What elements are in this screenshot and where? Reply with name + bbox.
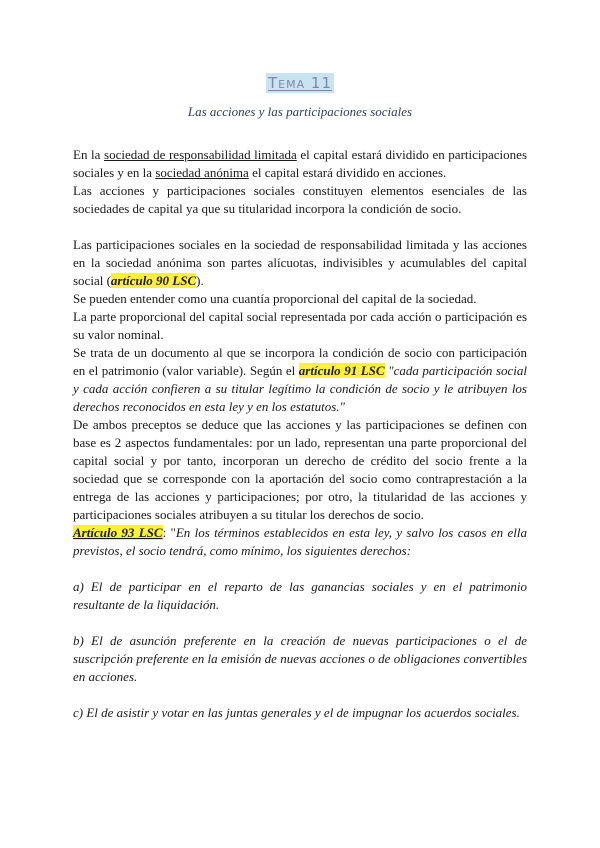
text: En la bbox=[73, 147, 105, 162]
highlighted-reference: artículo 91 LSC bbox=[298, 363, 385, 378]
text: Se trata de un documento al que se incorpora la condición de socio con participación en el patrimonio (valor variable). Según el bbox=[73, 345, 527, 378]
page-title bbox=[0, 74, 600, 92]
spacer bbox=[73, 218, 527, 236]
highlighted-reference: Artículo 93 LSC bbox=[73, 525, 163, 540]
list-item-b: b) El de asunción preferente en la creación de nuevas participaciones o el de suscripción preferente en la emisión de nuevas acciones o de obligaciones convertibles en acciones. bbox=[73, 633, 527, 684]
spacer bbox=[73, 560, 527, 578]
page-subtitle: Las acciones y las participaciones sociales bbox=[187, 104, 413, 119]
paragraph-5: La parte proporcional del capital social representada por cada acción o participación es su valor nominal. bbox=[73, 309, 527, 342]
paragraph-8 bbox=[73, 524, 527, 560]
spacer bbox=[73, 686, 527, 704]
paragraph-6 bbox=[73, 344, 527, 416]
list-item-c: c) El de asistir y votar en las juntas generales y el de impugnar los acuerdos sociales. bbox=[73, 705, 520, 720]
paragraph-1 bbox=[73, 146, 527, 182]
text: : " bbox=[162, 525, 176, 540]
list-item-a: a) El de participar en el reparto de las ganancias sociales y en el patrimonio resultante de la liquidación. bbox=[73, 579, 527, 612]
highlighted-reference: artículo 90 LSC bbox=[110, 273, 197, 288]
quote: En los términos establecidos en esta ley, y salvo los casos en ella previstos, el socio tendrá, como mínimo, los siguientes derechos: bbox=[73, 525, 527, 558]
paragraph-7: De ambos preceptos se deduce que las acciones y las participaciones se definen con base es 2 aspectos fundamentales: por un lado, representan una parte proporcional del capital social y por tanto, incorporan un derecho de crédito del socio frente a la sociedad que se corresponde con la aportación del socio como contraprestación a la entrega de las acciones y participaciones; por otro, la titularidad de las acciones y participaciones sociales atribuyen a su titular los derechos de socio. bbox=[73, 417, 527, 522]
quote: "cada participación social y cada acción confieren a su titular legítimo la condición de socio y le atribuyen los derechos reconocidos en esta ley y en los estatutos." bbox=[73, 363, 527, 414]
text: el capital estará dividido en participaciones sociales y en la bbox=[73, 147, 527, 180]
text: Las participaciones sociales en la sociedad de responsabilidad limitada y las acciones en la sociedad anónima son partes alícuotas, indivisibles y acumulables del capital social ( bbox=[73, 237, 527, 288]
document-body bbox=[73, 146, 527, 722]
title-text: Tema 11 bbox=[268, 74, 332, 92]
paragraph-4: Se pueden entender como una cuantía proporcional del capital de la sociedad. bbox=[73, 291, 477, 306]
paragraph-3 bbox=[73, 236, 527, 290]
text: ). bbox=[196, 273, 204, 288]
underlined-term: sociedad de responsabilidad limitada bbox=[104, 147, 297, 162]
spacer bbox=[73, 614, 527, 632]
underlined-term: sociedad anónima bbox=[155, 165, 249, 180]
text: el capital estará dividido en acciones. bbox=[248, 165, 447, 180]
paragraph-2: Las acciones y participaciones sociales constituyen elementos esenciales de las sociedades de capital ya que su titularidad incorpora la condición de socio. bbox=[73, 183, 527, 216]
